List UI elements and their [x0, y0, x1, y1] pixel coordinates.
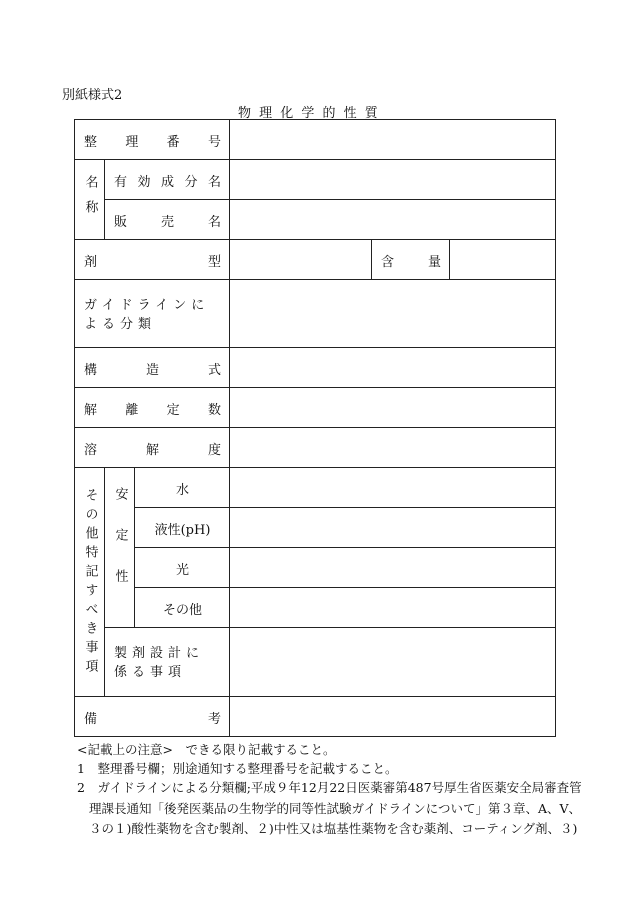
- hikari-field[interactable]: [229, 547, 556, 588]
- char: 号: [207, 134, 221, 150]
- bikou-field[interactable]: [229, 696, 556, 737]
- char: 考: [207, 711, 221, 727]
- label-mizu: 水: [175, 482, 189, 498]
- seiri-bangou-field[interactable]: [229, 119, 556, 160]
- form-number: 別紙様式2: [62, 88, 123, 103]
- notes-header: <記載上の注意> できる限り記載すること。: [77, 742, 336, 757]
- char: 効: [137, 174, 151, 190]
- youkaido-field[interactable]: [229, 427, 556, 468]
- label-bikou: [75, 697, 230, 737]
- char: 溶: [84, 442, 98, 458]
- ekisei-field[interactable]: [229, 507, 556, 548]
- char: 構: [84, 362, 98, 378]
- char: 型: [207, 254, 221, 270]
- seizai-sekkei-field[interactable]: [229, 627, 556, 697]
- char: 名: [207, 214, 221, 230]
- label-zaikei: [75, 240, 230, 280]
- label-kairi-teisuu: [75, 388, 230, 428]
- char: 名: [207, 174, 221, 190]
- label-youkaido: [75, 428, 230, 468]
- char: 整: [84, 134, 98, 150]
- note-item-2-line-3: ３の１)酸性薬物を含む製剤、２)中性又は塩基性薬物を含む薬剤、コーティング剤、３): [89, 821, 578, 836]
- char: 造: [145, 362, 159, 378]
- label-seizai-sekkei: 製剤設計に係る事項: [114, 646, 205, 680]
- label-sonota: その他: [162, 602, 202, 618]
- label-kouzoushiki: [75, 348, 230, 388]
- mizu-field[interactable]: [229, 467, 556, 508]
- hanbai-mei-field[interactable]: [229, 199, 556, 240]
- char: 剤: [84, 254, 98, 270]
- char: 解: [145, 442, 159, 458]
- form-title: 物 理 化 学 的 性 質: [238, 106, 380, 121]
- label-yukou-seibun: [105, 160, 230, 200]
- note-item-2-line-1: 2 ガイドラインによる分類欄;平成９年12月22日医薬審第487号厚生省医薬安全局審査管: [77, 780, 582, 795]
- ganryou-field[interactable]: [449, 239, 556, 280]
- char: 解: [84, 402, 98, 418]
- char: 備: [84, 711, 98, 727]
- char: 定: [166, 402, 180, 418]
- note-item-2-line-2: 理課長通知「後発医薬品の生物学的同等性試験ガイドラインについて」第３章、A、V、: [89, 801, 582, 816]
- char: 販: [114, 214, 128, 230]
- char: 数: [207, 402, 221, 418]
- yukou-seibun-field[interactable]: [229, 159, 556, 200]
- char: 分: [184, 174, 198, 190]
- guideline-field[interactable]: [229, 279, 556, 348]
- char: 含: [381, 254, 395, 270]
- zaikei-field[interactable]: [229, 239, 372, 280]
- kairi-teisuu-field[interactable]: [229, 387, 556, 428]
- label-meishou: 名称: [82, 175, 98, 225]
- char: 理: [125, 134, 139, 150]
- label-ganryou: [372, 240, 450, 280]
- label-hikari: 光: [175, 562, 189, 578]
- char: 式: [207, 362, 221, 378]
- char: 量: [427, 254, 441, 270]
- char: 売: [160, 214, 174, 230]
- sonota-field[interactable]: [229, 587, 556, 628]
- char: 番: [166, 134, 180, 150]
- label-ekisei: 液性(pH): [154, 522, 211, 538]
- note-item-1: 1 整理番号欄；別途通知する整理番号を記載すること。: [77, 761, 398, 776]
- label-anteisei: 安定性: [112, 486, 128, 610]
- label-seiri-bangou: [75, 120, 230, 160]
- label-hanbai-mei: [105, 200, 230, 240]
- char: 有: [114, 174, 128, 190]
- label-sonota-tokki: その他特記すべき事項: [82, 487, 98, 678]
- char: 離: [125, 402, 139, 418]
- char: 成: [160, 174, 174, 190]
- char: 度: [207, 442, 221, 458]
- label-guideline: ガイドラインによる分類: [84, 298, 210, 332]
- kouzoushiki-field[interactable]: [229, 347, 556, 388]
